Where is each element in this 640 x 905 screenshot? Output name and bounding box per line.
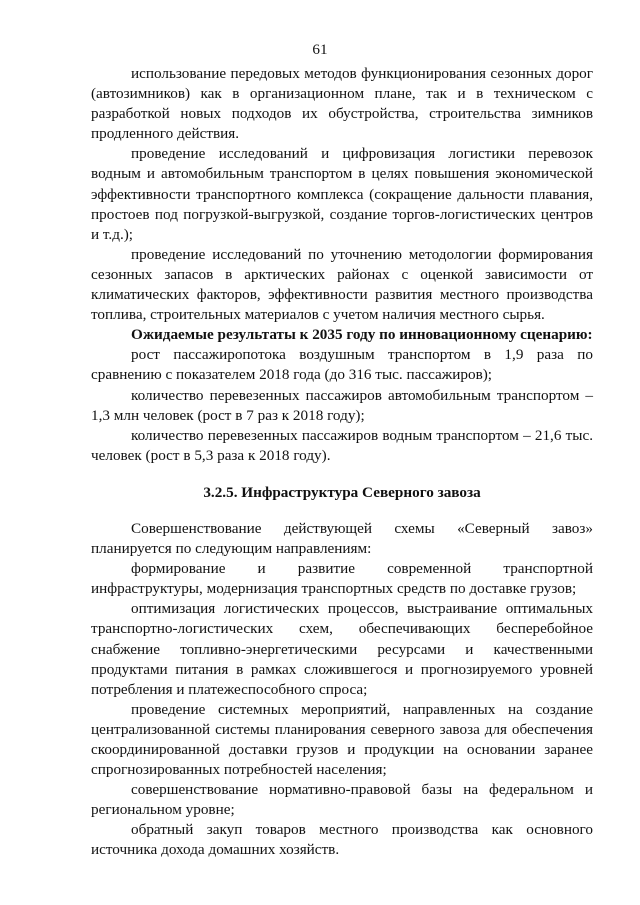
results-heading: Ожидаемые результаты к 2035 году по инновационному сценарию: — [131, 326, 593, 344]
section-title: 3.2.5. Инфраструктура Северного завоза — [203, 483, 481, 501]
result-item: рост пассажиропотока воздушным транспортом в 1,9 раза по сравнению с показателем 2018 года (до 316 тыс. пассажиров); — [91, 346, 593, 384]
paragraph: проведение системных мероприятий, направленных на создание централизованной системы планирования северного завоза для обеспечения скоординированной доставки грузов и продукции на основании заранее спрогнозированных потребностей населения; — [91, 700, 593, 779]
page-body — [91, 64, 593, 861]
paragraph: проведение исследований по уточнению методологии формирования сезонных запасов в арктических районах с оценкой зависимости от климатических факторов, эффективности развития местного производства топлива, строительных материалов с учетом наличия местного сырья. — [91, 245, 593, 324]
paragraph: использование передовых методов функционирования сезонных дорог (автозимников) как в организационном плане, так и в техническом с разработкой новых подходов их обустройства, строительства зимников продленного действия. — [91, 65, 593, 143]
paragraph: Совершенствование действующей схемы «Северный завоз» планируется по следующим направлениям: — [91, 519, 593, 558]
paragraph: проведение исследований и цифровизация логистики перевозок водным и автомобильным транспортом в целях повышения экономической эффективности транспортного комплекса (сокращение дальности плавания, простоев под погрузкой-выгрузкой, создание торгов-логистических центров и т.д.); — [91, 145, 593, 243]
page-number: 61 — [312, 41, 328, 58]
paragraph: формирование и развитие современной транспортной инфраструктуры, модернизация транспортных средств по доставке грузов; — [91, 560, 593, 598]
result-item: количество перевезенных пассажиров водным транспортом – 21,6 тыс. человек (рост в 5,3 раза к 2018 году). — [91, 426, 593, 464]
paragraph: совершенствование нормативно-правовой базы на федеральном и региональном уровне; — [91, 781, 593, 819]
paragraph: оптимизация логистических процессов, выстраивание оптимальных транспортно-логистических схем, обеспечивающих бесперебойное снабжение топливно-энергетическими ресурсами и качественными продуктами питания в рамках сложившегося и прогнозируемого уровней потребления и платежеспособного спроса; — [91, 600, 593, 698]
paragraph: обратный закуп товаров местного производства как основного источника дохода домашних хозяйств. — [91, 821, 593, 859]
result-item: количество перевезенных пассажиров автомобильным транспортом – 1,3 млн человек (рост в 7 раз к 2018 году); — [91, 386, 593, 424]
